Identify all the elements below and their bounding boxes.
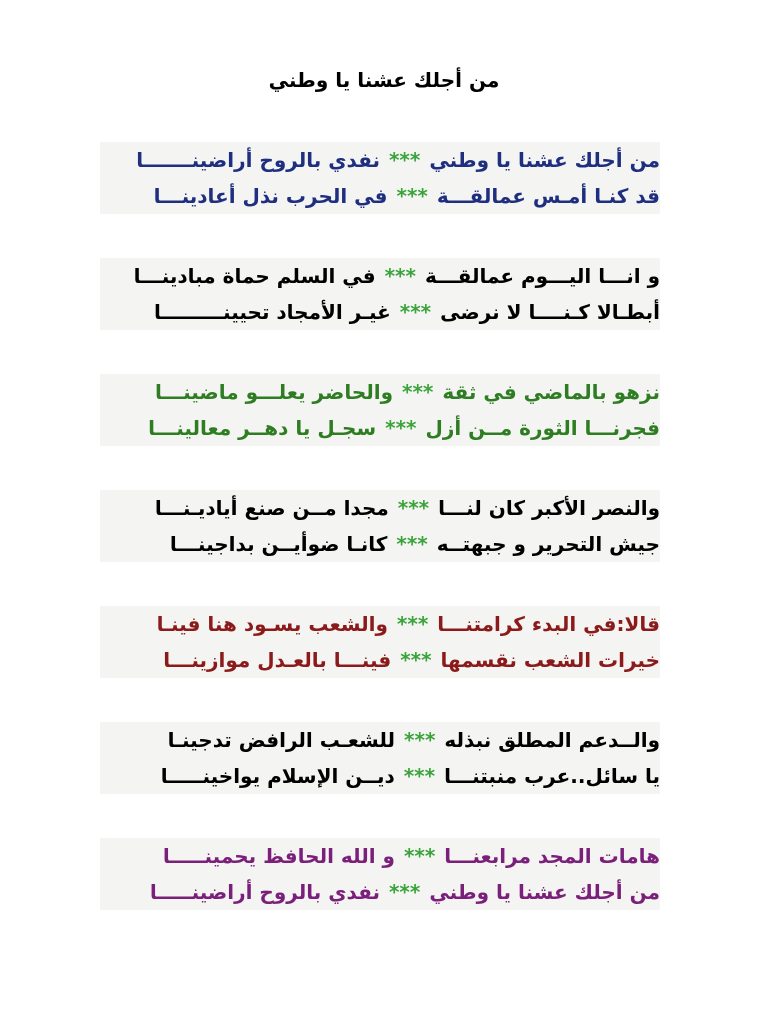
verse-first-hemistich: أبطـالا كـنــــا لا نرضى (440, 300, 660, 324)
verse-line (100, 490, 660, 526)
verse-first-hemistich: نزهو بالماضي في ثقة (442, 380, 660, 404)
stanza (100, 142, 660, 214)
verse-separator: *** (403, 844, 436, 868)
verse-separator: *** (404, 728, 436, 752)
verse-separator: *** (385, 416, 417, 440)
verse-second-hemistich: غيـر الأمجاد تحيينـــــــــا (154, 300, 391, 324)
verse-second-hemistich: و الله الحافظ يحمينـــــا (162, 844, 395, 868)
verse-second-hemistich: والحاضر يعلـــو ماضينـــا (155, 380, 394, 404)
verse-second-hemistich: نفدي بالروح أراضينـــــا (149, 880, 380, 904)
verse-second-hemistich: للشعـب الرافض تدجينـا (167, 728, 396, 752)
stanza (100, 722, 660, 794)
verse-separator: *** (400, 648, 432, 672)
stanza (100, 838, 660, 910)
verse-line (100, 410, 660, 446)
verse-separator: *** (396, 532, 428, 556)
verse-first-hemistich: والــدعم المطلق نبذله (444, 728, 660, 752)
verse-line (100, 838, 660, 874)
verse-first-hemistich: من أجلك عشنا يا وطني (429, 880, 660, 904)
verse-separator: *** (403, 764, 436, 788)
stanza (100, 374, 660, 446)
verse-first-hemistich: و انـــا اليـــوم عمالقـــة (424, 264, 660, 288)
verse-second-hemistich: ديــن الإسلام يواخينـــــا (160, 764, 395, 788)
stanza (100, 606, 660, 678)
verse-separator: *** (384, 264, 416, 288)
verse-second-hemistich: نفدي بالروح أراضينـــــــا (136, 148, 380, 172)
verse-first-hemistich: قالا:في البدء كرامتنـــا (437, 612, 660, 636)
verse-separator: *** (397, 496, 430, 520)
verse-separator: *** (388, 880, 421, 904)
stanza (100, 490, 660, 562)
verse-first-hemistich: من أجلك عشنا يا وطني (429, 148, 660, 172)
verse-first-hemistich: خيرات الشعب نقسمها (440, 648, 660, 672)
verse-second-hemistich: والشعب يسـود هنا فينـا (156, 612, 388, 636)
verse-line (100, 606, 660, 642)
verse-line (100, 142, 660, 178)
verse-second-hemistich: مجدا مــن صنع أياديـنـــا (154, 496, 389, 520)
poem-title: من أجلك عشنا يا وطني (268, 68, 500, 92)
verse-line (100, 526, 660, 562)
verse-separator: *** (399, 300, 432, 324)
verse-line (100, 374, 660, 410)
verse-second-hemistich: سجـل يا دهــر معالينـــا (148, 416, 377, 440)
verse-separator: *** (402, 380, 434, 404)
verse-first-hemistich: يا سائل..عرب منبتنـــا (444, 764, 660, 788)
verse-separator: *** (396, 184, 428, 208)
verse-first-hemistich: فجرنـــا الثورة مــن أزل (425, 416, 660, 440)
verse-line (100, 294, 660, 330)
verse-line (100, 642, 660, 678)
verse-line (100, 874, 660, 910)
verse-first-hemistich: والنصر الأكبر كان لنـــا (438, 496, 660, 520)
verse-separator: *** (396, 612, 429, 636)
stanza (100, 258, 660, 330)
verse-line (100, 758, 660, 794)
verse-first-hemistich: قد كنـا أمـس عمالقـــة (436, 184, 660, 208)
verse-second-hemistich: في الحرب نذل أعادينـــا (153, 184, 388, 208)
verse-line (100, 722, 660, 758)
verse-second-hemistich: فينـــا بالعـدل موازينـــا (163, 648, 392, 672)
verse-line (100, 178, 660, 214)
verse-line (100, 258, 660, 294)
verse-separator: *** (388, 148, 421, 172)
verse-second-hemistich: كانـا ضوأيــن بداجينـــا (169, 532, 388, 556)
verse-second-hemistich: في السلم حماة مبادينـــا (133, 264, 376, 288)
verse-first-hemistich: هامات المجد مرابعنـــا (444, 844, 660, 868)
verse-first-hemistich: جيش التحرير و جبهتــه (436, 532, 660, 556)
